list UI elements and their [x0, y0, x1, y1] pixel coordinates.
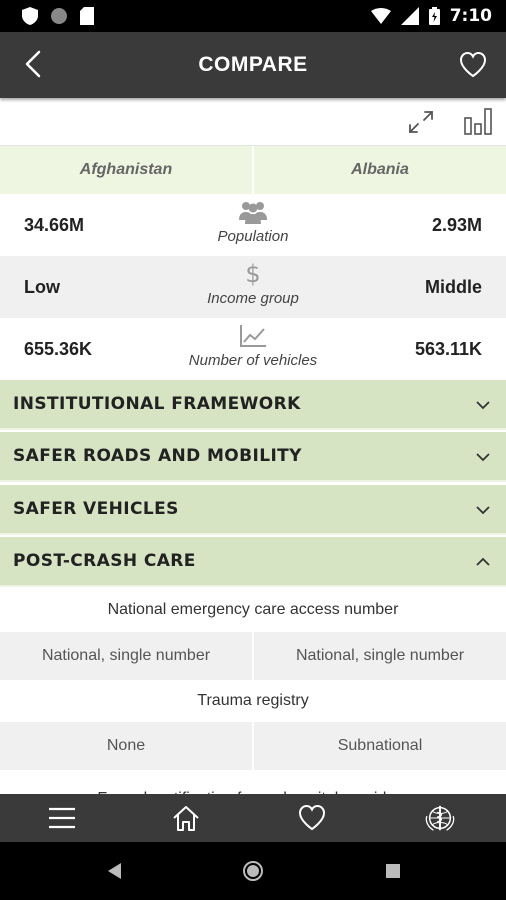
signal-icon — [401, 7, 419, 25]
answer-right: Subnational — [252, 722, 506, 770]
stat-value-right: Middle — [425, 276, 482, 297]
country-right[interactable]: Albania — [252, 146, 506, 194]
answer-row — [0, 722, 506, 770]
section-title: INSTITUTIONAL FRAMEWORK — [13, 394, 301, 414]
status-bar — [0, 0, 506, 32]
section-safer-roads[interactable] — [0, 432, 506, 482]
back-triangle-icon[interactable] — [104, 860, 126, 882]
stat-row-income — [0, 256, 506, 318]
answer-right: National, single number — [252, 632, 506, 680]
dollar-icon: $ — [245, 260, 261, 288]
compare-toolbar — [0, 98, 506, 146]
chevron-down-icon — [474, 396, 492, 414]
answer-left: National, single number — [41, 647, 211, 664]
question-row: National emergency care access number — [0, 588, 506, 632]
stat-value-left: 34.66M — [24, 214, 85, 235]
section-post-crash-care[interactable] — [0, 537, 506, 587]
home-circle-icon[interactable] — [242, 860, 264, 882]
stat-row-population — [0, 194, 506, 256]
country-header — [0, 146, 506, 194]
heart-icon[interactable] — [458, 50, 488, 80]
home-button[interactable] — [170, 802, 202, 834]
heart-icon — [297, 804, 327, 832]
app-bar — [0, 32, 506, 98]
section-title: SAFER VEHICLES — [13, 499, 179, 519]
home-icon — [171, 804, 201, 832]
recents-square-icon[interactable] — [382, 860, 404, 882]
section-title: POST-CRASH CARE — [13, 551, 196, 571]
section-institutional-framework[interactable] — [0, 380, 506, 430]
wifi-icon — [371, 8, 391, 24]
stat-value-left: 655.36K — [24, 338, 93, 359]
bottom-nav — [0, 794, 506, 842]
people-icon — [238, 200, 268, 224]
bar-chart-icon[interactable] — [462, 106, 494, 136]
stat-value-right: 2.93M — [431, 214, 482, 235]
section-safer-vehicles[interactable] — [0, 485, 506, 535]
status-time: 7:10 — [449, 6, 492, 26]
page-title: COMPARE — [198, 53, 308, 76]
stat-row-vehicles — [0, 318, 506, 380]
stat-value-right: 563.11K — [414, 338, 482, 359]
chevron-down-icon — [474, 501, 492, 519]
menu-icon — [47, 805, 77, 831]
stat-label: Population — [217, 228, 289, 245]
sd-card-icon — [80, 7, 94, 25]
country-left[interactable]: Afghanistan — [79, 161, 173, 178]
battery-icon — [429, 7, 440, 25]
chevron-up-icon — [474, 553, 492, 571]
question-row: Trauma registry — [0, 680, 506, 722]
who-emblem-icon — [424, 802, 456, 834]
section-title: SAFER ROADS AND MOBILITY — [13, 446, 302, 466]
answer-left: None — [106, 737, 146, 754]
system-nav-bar — [0, 842, 506, 900]
back-arrow-icon[interactable] — [18, 48, 50, 80]
stat-value-left: Low — [24, 276, 60, 297]
stat-label: Number of vehicles — [188, 352, 318, 369]
answer-row — [0, 632, 506, 680]
shield-icon — [22, 7, 38, 25]
chevron-down-icon — [474, 448, 492, 466]
trend-chart-icon — [239, 324, 267, 348]
stat-label: Income group — [207, 290, 299, 307]
favorites-button[interactable] — [296, 802, 328, 834]
menu-button[interactable] — [46, 802, 78, 834]
circle-icon — [50, 7, 68, 25]
who-button[interactable] — [424, 802, 456, 834]
expand-icon[interactable] — [406, 108, 436, 136]
